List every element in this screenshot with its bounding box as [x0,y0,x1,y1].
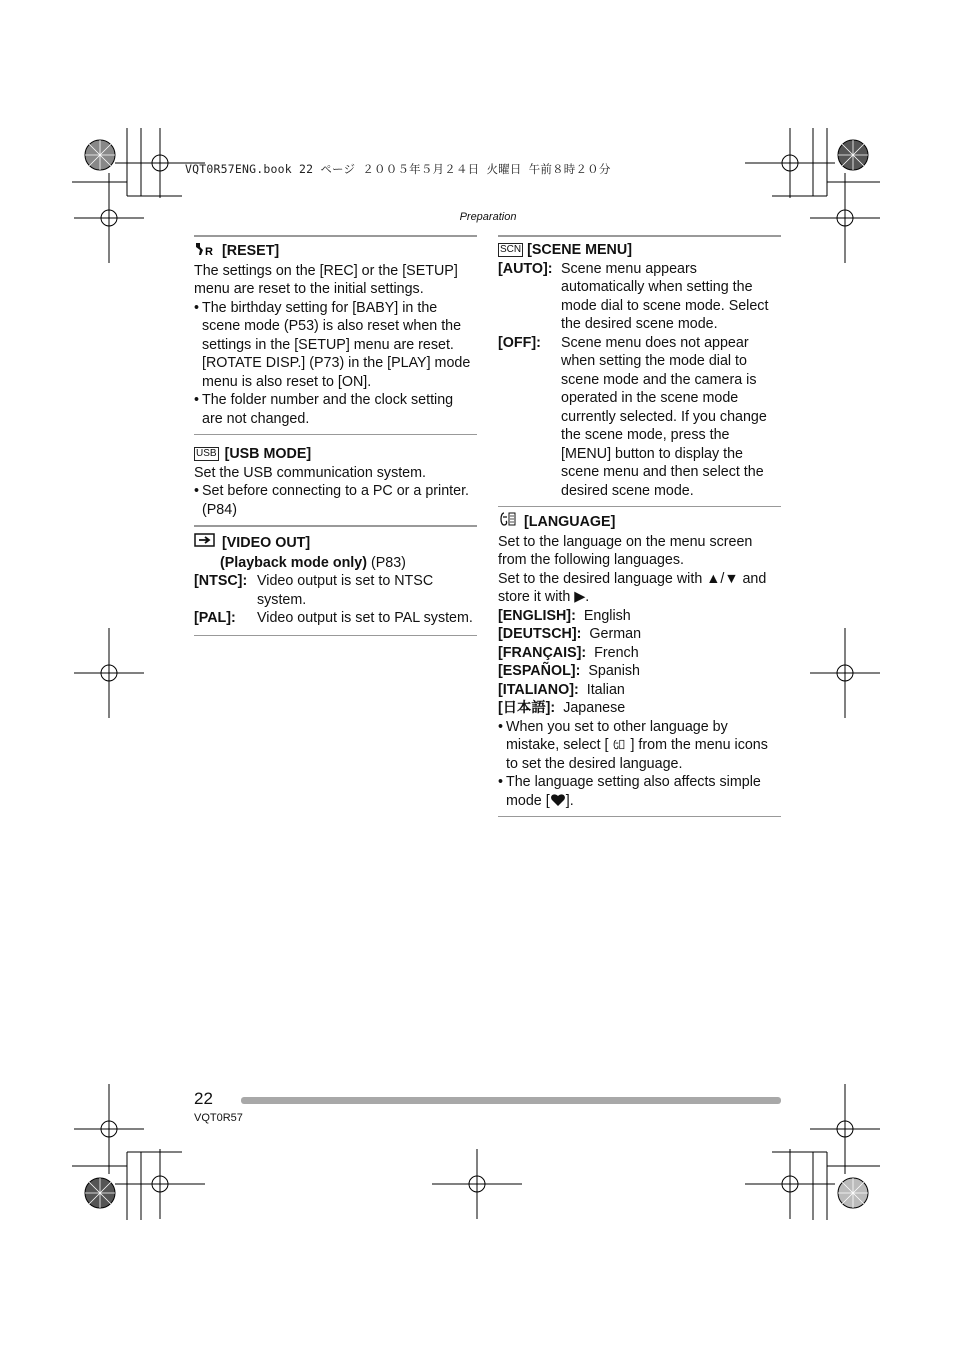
document-code: VQT0R57 [194,1112,243,1124]
list-item: [OFF]: Scene menu does not appear when setting the mode dial to scene mode and the camera is operated in the scene mode currently selected. If you change the scene mode, press the [MENU] button to display the scene menu and then select the desired scene mode. [498,334,767,499]
reset-description: The settings on the [REC] or the [SETUP] menu are reset to the initial settings. [194,262,458,297]
video-out-subtitle: (Playback mode only) (P83) [220,554,406,571]
list-item: [DEUTSCH]: German [498,626,642,642]
list-item: • Set before connecting to a PC or a printer. (P84) [194,482,477,519]
divider [498,816,781,817]
video-out-icon [194,532,216,554]
heart-icon [550,793,566,807]
list-item: • When you set to other language by mistake, select [ ] from the menu icons to set the desired language. [498,718,781,774]
usb-section [194,434,477,525]
page-number: 22 [194,1089,213,1108]
list-item: [PAL]: Video output is set to PAL system. [194,610,473,626]
footer-bar [241,1097,781,1104]
list-item: [ENGLISH]: English [498,607,631,624]
list-item: • The birthday setting for [BABY] in the scene mode (P53) is also reset when the settings in the [SETUP] menu are reset. [ROTATE DISP.] (P73) in the [PLAY] mode menu is also reset to [ON]. [194,299,477,392]
scene-icon: SCN [500,244,522,256]
language-title: [LANGUAGE] [498,511,781,533]
usb-description: Set the USB communication system. [194,464,427,481]
print-header: VQT0R57ENG.book 22 ページ ２００５年５月２４日 火曜日 午前８時２０分 [185,162,611,176]
list-item: [ITALIANO]: Italian [498,681,625,698]
language-icon [498,511,518,533]
reset-title: R [RESET] [194,241,477,262]
left-column [194,235,477,636]
scene-menu-title: SCN [SCENE MENU] [500,242,632,258]
reset-icon [194,241,216,262]
section-label: Preparation [459,211,517,223]
video-out-title: [VIDEO OUT] [194,532,477,554]
list-item: [NTSC]: Video output is set to NTSC system. [194,573,434,608]
scene-menu-section [498,235,781,506]
usb-icon: USB [196,448,217,460]
list-item: [FRANÇAIS]: French [498,644,639,661]
svg-text:R: R [205,246,213,256]
usb-title: USB [USB MODE] [196,446,312,462]
list-item: • The language setting also affects simple mode [ ]. [498,773,781,810]
video-out-section [194,525,477,634]
language-instruction: Set to the desired language with ▲/▼ and store it with ▶. [498,570,767,605]
reset-section [194,235,477,434]
list-item: [日本語]: Japanese [498,700,626,716]
list-item: • The folder number and the clock setting are not changed. [194,391,477,428]
language-description: Set to the language on the menu screen from the following languages. [498,533,753,568]
language-icon [612,738,626,751]
divider [194,635,477,636]
right-column [498,235,781,817]
language-section [498,506,781,816]
list-item: [AUTO]: Scene menu appears automatically when setting the mode dial to scene mode. Select the desired scene mode. [498,260,769,332]
list-item: [ESPAÑOL]: Spanish [498,663,641,679]
